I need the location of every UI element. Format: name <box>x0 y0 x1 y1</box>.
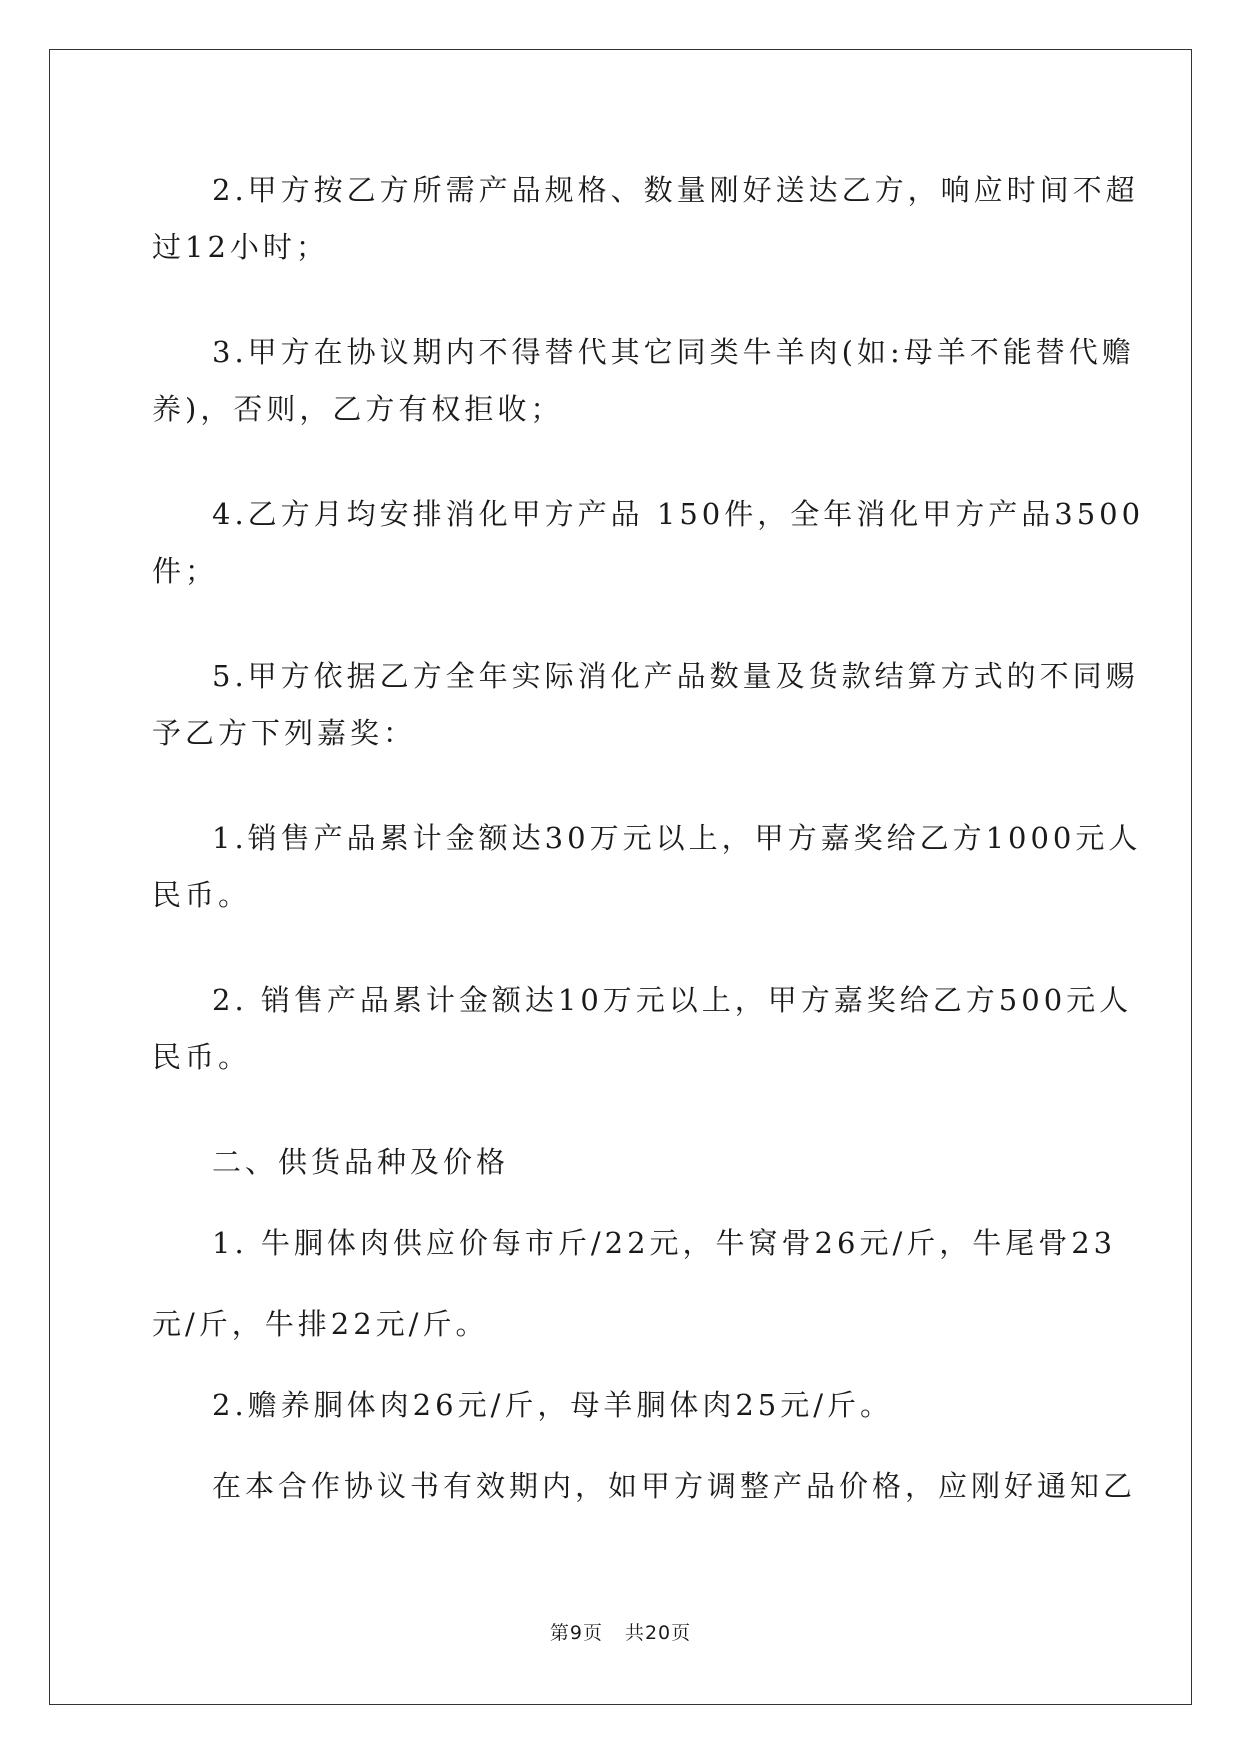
paragraph-line: 元/斤，牛排22元/斤。 <box>152 1307 489 1341</box>
paragraph-line: 过12小时； <box>152 230 329 264</box>
paragraph-line: 1. 牛胴体肉供应价每市斤/22元，牛窝骨26元/斤，牛尾骨23 <box>212 1226 1117 1260</box>
paragraph-line: 养)，否则，乙方有权拒收； <box>152 392 564 426</box>
page-number: 第9页 <box>549 1622 603 1644</box>
paragraph-line: 1.销售产品累计金额达30万元以上，甲方嘉奖给乙方1000元人 <box>212 821 1142 855</box>
paragraph-line: 件； <box>152 554 219 588</box>
page-total: 共20页 <box>624 1622 692 1644</box>
paragraph-line: 2.甲方按乙方所需产品规格、数量刚好送达乙方，响应时间不超 <box>212 173 1139 207</box>
paragraph-line: 5.甲方依据乙方全年实际消化产品数量及货款结算方式的不同赐 <box>212 659 1139 693</box>
paragraph-line: 民币。 <box>152 1040 252 1074</box>
section-heading: 二、供货品种及价格 <box>212 1145 510 1179</box>
paragraph-line: 在本合作协议书有效期内，如甲方调整产品价格，应刚好通知乙 <box>212 1469 1137 1503</box>
paragraph-line: 民币。 <box>152 878 252 912</box>
paragraph-line: 3.甲方在协议期内不得替代其它同类牛羊肉(如:母羊不能替代赡 <box>212 335 1135 369</box>
paragraph-line: 予乙方下列嘉奖： <box>152 716 417 750</box>
paragraph-line: 2. 销售产品累计金额达10万元以上，甲方嘉奖给乙方500元人 <box>212 983 1133 1017</box>
paragraph-line: 2.赡养胴体肉26元/斤，母羊胴体肉25元/斤。 <box>212 1388 894 1422</box>
paragraph-line: 4.乙方月均安排消化甲方产品 150件，全年消化甲方产品3500 <box>212 497 1145 531</box>
page-footer <box>0 1618 1241 1645</box>
